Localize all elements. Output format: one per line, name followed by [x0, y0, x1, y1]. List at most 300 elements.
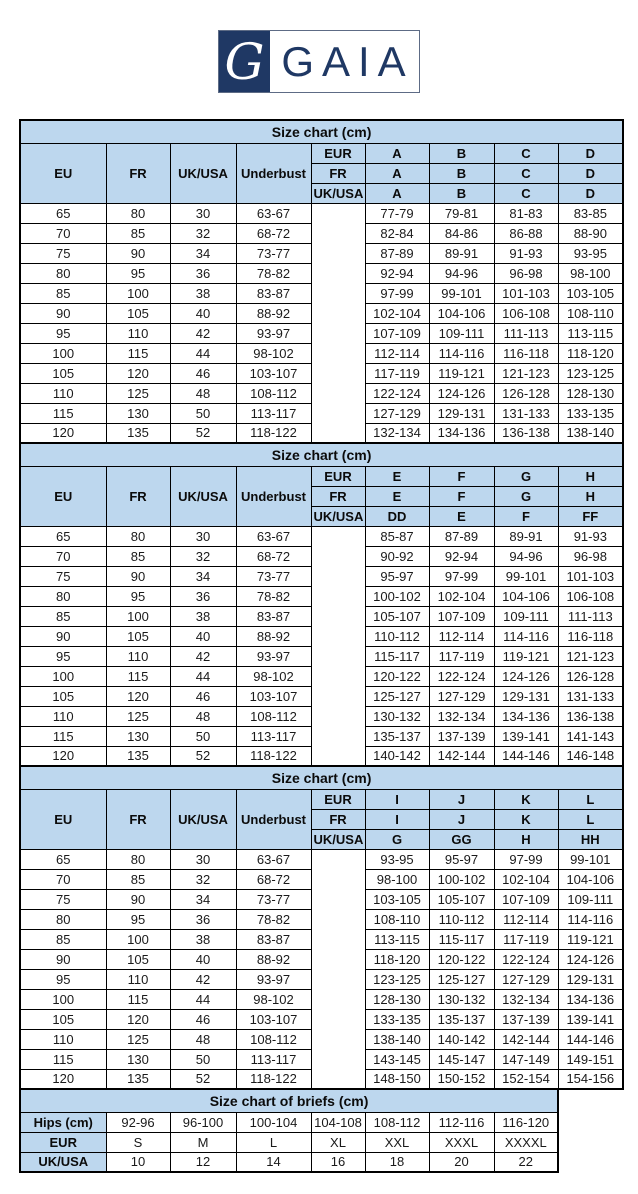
table-row: [20, 323, 623, 343]
table-cell: 70: [20, 546, 106, 566]
table-cell: 137-139: [429, 726, 494, 746]
table-cell: 116-118: [558, 626, 623, 646]
table-cell: 100: [20, 666, 106, 686]
table-cell: 96-98: [558, 546, 623, 566]
table-cell: 40: [170, 949, 236, 969]
table-cell: [311, 686, 365, 706]
table-cell: 132-134: [365, 423, 429, 443]
header-row-eur: [20, 143, 623, 163]
table-cell: 93-97: [236, 969, 311, 989]
cup-header: DD: [365, 506, 429, 526]
table-body: [20, 526, 623, 766]
table-cell: 63-67: [236, 203, 311, 223]
table-cell: 50: [170, 1049, 236, 1069]
cup-system-label: UK/USA: [311, 183, 365, 203]
table-cell: [311, 343, 365, 363]
table-cell: 100: [106, 283, 170, 303]
table-cell: 108-112: [236, 706, 311, 726]
brand-name: GAIA: [281, 37, 414, 85]
table-cell: 146-148: [558, 746, 623, 766]
table-cell: 100: [20, 989, 106, 1009]
table-cell: [311, 243, 365, 263]
table-cell: 92-94: [429, 546, 494, 566]
table-cell: [311, 666, 365, 686]
table-cell: 142-144: [429, 746, 494, 766]
table-cell: 101-103: [494, 283, 558, 303]
table-cell: 80: [20, 263, 106, 283]
table-cell: 38: [170, 929, 236, 949]
table-cell: 10: [106, 1152, 170, 1172]
table-cell: 148-150: [365, 1069, 429, 1089]
table-body: [20, 203, 623, 443]
table-cell: 110: [20, 706, 106, 726]
table-cell: 108-110: [558, 303, 623, 323]
table-cell: 122-124: [365, 383, 429, 403]
table-cell: 30: [170, 203, 236, 223]
table-cell: 89-91: [494, 526, 558, 546]
table-cell: 115: [20, 1049, 106, 1069]
table-cell: 97-99: [494, 849, 558, 869]
table-cell: 95-97: [365, 566, 429, 586]
table-cell: [311, 1029, 365, 1049]
table-cell: 110-112: [365, 626, 429, 646]
table-cell: 118-122: [236, 746, 311, 766]
table-cell: 68-72: [236, 869, 311, 889]
table-cell: 110: [106, 323, 170, 343]
header-row-eur: [20, 466, 623, 486]
table-row: [20, 403, 623, 423]
table-cell: 12: [170, 1152, 236, 1172]
table-cell: 90: [106, 566, 170, 586]
table-cell: [311, 383, 365, 403]
col-header-eu: EU: [20, 143, 106, 203]
cup-header: G: [494, 466, 558, 486]
table-row: [20, 263, 623, 283]
table-cell: 112-114: [494, 909, 558, 929]
col-header-fr: FR: [106, 789, 170, 849]
table-title-row: [20, 120, 623, 143]
cup-header: B: [429, 143, 494, 163]
table-cell: 130-132: [429, 989, 494, 1009]
table-cell: 114-116: [494, 626, 558, 646]
table-cell: 93-95: [365, 849, 429, 869]
table-cell: 95: [20, 323, 106, 343]
table-row: [20, 1069, 623, 1089]
cup-header: D: [558, 163, 623, 183]
table-cell: 98-102: [236, 989, 311, 1009]
table-cell: 65: [20, 849, 106, 869]
table-cell: 128-130: [365, 989, 429, 1009]
table-row: [20, 1009, 623, 1029]
cup-header: G: [494, 486, 558, 506]
table-cell: 123-125: [558, 363, 623, 383]
table-cell: 149-151: [558, 1049, 623, 1069]
table-cell: 99-101: [429, 283, 494, 303]
table-cell: 85: [106, 546, 170, 566]
cup-header: C: [494, 163, 558, 183]
table-cell: 70: [20, 223, 106, 243]
table-cell: 102-104: [365, 303, 429, 323]
cup-header: E: [429, 506, 494, 526]
table-cell: 83-87: [236, 929, 311, 949]
table-cell: 40: [170, 303, 236, 323]
table-cell: 87-89: [365, 243, 429, 263]
table-row: [20, 929, 623, 949]
table-cell: 93-97: [236, 646, 311, 666]
cup-system-label: UK/USA: [311, 829, 365, 849]
table-cell: 48: [170, 706, 236, 726]
table-row: [20, 586, 623, 606]
table-cell: 102-104: [494, 869, 558, 889]
table-cell: 106-108: [494, 303, 558, 323]
table-cell: 115: [106, 666, 170, 686]
cup-system-label: EUR: [311, 466, 365, 486]
table-cell: [311, 223, 365, 243]
table-cell: 91-93: [558, 526, 623, 546]
table-row: [20, 343, 623, 363]
table-cell: 36: [170, 586, 236, 606]
table-cell: 136-138: [494, 423, 558, 443]
table-cell: 131-133: [558, 686, 623, 706]
table-cell: 73-77: [236, 566, 311, 586]
table-cell: 100: [20, 343, 106, 363]
table-cell: [311, 403, 365, 423]
table-cell: 143-145: [365, 1049, 429, 1069]
table-cell: 135: [106, 746, 170, 766]
cup-header: F: [494, 506, 558, 526]
col-header-underbust: Underbust: [236, 466, 311, 526]
cup-header: H: [558, 466, 623, 486]
table-cell: 109-111: [429, 323, 494, 343]
table-cell: 98-100: [558, 263, 623, 283]
table-cell: 108-110: [365, 909, 429, 929]
table-cell: 32: [170, 869, 236, 889]
col-header-ukusa: UK/USA: [170, 143, 236, 203]
table-cell: 122-124: [494, 949, 558, 969]
table-cell: 119-121: [429, 363, 494, 383]
table-cell: 52: [170, 423, 236, 443]
col-header-underbust: Underbust: [236, 143, 311, 203]
table-cell: 80: [106, 526, 170, 546]
table-row: [20, 1029, 623, 1049]
table-cell: 107-109: [365, 323, 429, 343]
table-cell: [311, 303, 365, 323]
table-cell: [311, 706, 365, 726]
cup-header: D: [558, 183, 623, 203]
table-cell: 100: [106, 929, 170, 949]
table-row: [20, 383, 623, 403]
table-cell: 120: [106, 686, 170, 706]
table-cell: 110: [20, 1029, 106, 1049]
table-cell: 128-130: [558, 383, 623, 403]
table-cell: [311, 203, 365, 223]
table-cell: 34: [170, 566, 236, 586]
table-cell: XXXXL: [494, 1132, 558, 1152]
table-cell: 129-131: [494, 686, 558, 706]
table-cell: 134-136: [558, 989, 623, 1009]
cup-header: F: [429, 466, 494, 486]
table-cell: 120: [20, 1069, 106, 1089]
table-cell: 44: [170, 666, 236, 686]
table-cell: 78-82: [236, 909, 311, 929]
table-cell: 94-96: [429, 263, 494, 283]
table-cell: 121-123: [558, 646, 623, 666]
table-row: [20, 646, 623, 666]
table-cell: 96-100: [170, 1112, 236, 1132]
table-row: [20, 546, 623, 566]
table-cell: 100-102: [429, 869, 494, 889]
table-cell: 83-87: [236, 283, 311, 303]
table-cell: 34: [170, 889, 236, 909]
table-cell: 122-124: [429, 666, 494, 686]
table-row: [20, 706, 623, 726]
col-header-eu: EU: [20, 466, 106, 526]
table-cell: 52: [170, 746, 236, 766]
table-cell: 106-108: [558, 586, 623, 606]
table-cell: 70: [20, 869, 106, 889]
table-cell: 46: [170, 686, 236, 706]
table-cell: 135: [106, 423, 170, 443]
table-cell: 115: [106, 343, 170, 363]
table-cell: [311, 546, 365, 566]
table-cell: 95: [106, 586, 170, 606]
table-cell: [311, 363, 365, 383]
size-chart-table-e-h: [19, 442, 624, 767]
table-cell: 48: [170, 383, 236, 403]
table-cell: 52: [170, 1069, 236, 1089]
cup-header: L: [558, 809, 623, 829]
cup-header: B: [429, 163, 494, 183]
table-cell: 95: [106, 909, 170, 929]
table-cell: 110: [20, 383, 106, 403]
table-cell: [311, 849, 365, 869]
cup-header: K: [494, 809, 558, 829]
table-cell: 77-79: [365, 203, 429, 223]
size-chart-table-i-l: [19, 765, 624, 1090]
cup-header: C: [494, 183, 558, 203]
table-title-row: [20, 443, 623, 466]
cup-header: K: [494, 789, 558, 809]
table-cell: 105: [20, 1009, 106, 1029]
table-cell: 95-97: [429, 849, 494, 869]
table-cell: 100: [106, 606, 170, 626]
cup-header: A: [365, 143, 429, 163]
table-cell: 85: [20, 283, 106, 303]
table-cell: 104-106: [429, 303, 494, 323]
cup-header: A: [365, 183, 429, 203]
table-cell: 124-126: [558, 949, 623, 969]
table-cell: 105: [20, 363, 106, 383]
table-cell: 68-72: [236, 223, 311, 243]
table-cell: [311, 283, 365, 303]
table-cell: 113-115: [558, 323, 623, 343]
table-cell: 99-101: [558, 849, 623, 869]
table-cell: 136-138: [558, 706, 623, 726]
table-row: [20, 726, 623, 746]
table-cell: 121-123: [494, 363, 558, 383]
col-header-ukusa: UK/USA: [170, 466, 236, 526]
table-cell: 120: [20, 423, 106, 443]
table-cell: 142-144: [494, 1029, 558, 1049]
table-cell: 116-120: [494, 1112, 558, 1132]
table-cell: 117-119: [429, 646, 494, 666]
table-row: [20, 283, 623, 303]
cup-header: J: [429, 789, 494, 809]
table-cell: 141-143: [558, 726, 623, 746]
table-cell: [311, 263, 365, 283]
table-cell: 46: [170, 363, 236, 383]
table-cell: 38: [170, 606, 236, 626]
table-cell: 114-116: [558, 909, 623, 929]
table-cell: 18: [365, 1152, 429, 1172]
table-cell: 87-89: [429, 526, 494, 546]
cup-system-label: FR: [311, 809, 365, 829]
table-cell: 78-82: [236, 263, 311, 283]
table-cell: 104-108: [311, 1112, 365, 1132]
table-cell: 82-84: [365, 223, 429, 243]
table-cell: 124-126: [429, 383, 494, 403]
table-title: Size chart (cm): [20, 443, 623, 466]
table-cell: 88-90: [558, 223, 623, 243]
table-cell: 152-154: [494, 1069, 558, 1089]
table-cell: [311, 746, 365, 766]
table-cell: 90: [20, 626, 106, 646]
table-cell: 103-107: [236, 686, 311, 706]
table-cell: 14: [236, 1152, 311, 1172]
table-cell: 107-109: [494, 889, 558, 909]
table-row: [20, 1132, 558, 1152]
table-cell: 79-81: [429, 203, 494, 223]
table-row: [20, 869, 623, 889]
table-cell: 105: [106, 303, 170, 323]
table-cell: [311, 929, 365, 949]
briefs-table-title: Size chart of briefs (cm): [20, 1089, 558, 1112]
table-title: Size chart (cm): [20, 120, 623, 143]
table-row: [20, 686, 623, 706]
table-cell: 132-134: [429, 706, 494, 726]
table-cell: 86-88: [494, 223, 558, 243]
table-cell: 92-94: [365, 263, 429, 283]
table-cell: 99-101: [494, 566, 558, 586]
table-cell: 120-122: [365, 666, 429, 686]
table-cell: 97-99: [365, 283, 429, 303]
table-cell: 93-97: [236, 323, 311, 343]
table-cell: 90: [106, 889, 170, 909]
table-cell: 110: [106, 969, 170, 989]
table-row: [20, 626, 623, 646]
table-cell: 113-115: [365, 929, 429, 949]
table-cell: 126-128: [558, 666, 623, 686]
table-cell: 132-134: [494, 989, 558, 1009]
table-cell: 102-104: [429, 586, 494, 606]
table-cell: 145-147: [429, 1049, 494, 1069]
table-row: [20, 606, 623, 626]
table-cell: 124-126: [494, 666, 558, 686]
table-cell: 120: [106, 363, 170, 383]
table-cell: 115-117: [429, 929, 494, 949]
table-body: [20, 1112, 558, 1172]
table-cell: [311, 949, 365, 969]
table-cell: 16: [311, 1152, 365, 1172]
table-cell: 113-117: [236, 726, 311, 746]
table-cell: 129-131: [558, 969, 623, 989]
table-cell: 111-113: [558, 606, 623, 626]
table-cell: 114-116: [429, 343, 494, 363]
table-cell: 125: [106, 1029, 170, 1049]
table-cell: Hips (cm): [20, 1112, 106, 1132]
table-row: [20, 989, 623, 1009]
table-cell: [311, 1009, 365, 1029]
table-cell: 118-122: [236, 1069, 311, 1089]
table-cell: 90: [20, 949, 106, 969]
table-cell: 20: [429, 1152, 494, 1172]
table-cell: [311, 1069, 365, 1089]
table-cell: [311, 909, 365, 929]
table-cell: 75: [20, 243, 106, 263]
table-cell: 108-112: [236, 1029, 311, 1049]
table-cell: 100-104: [236, 1112, 311, 1132]
table-cell: [311, 869, 365, 889]
table-cell: 91-93: [494, 243, 558, 263]
table-cell: 85-87: [365, 526, 429, 546]
table-row: [20, 746, 623, 766]
table-cell: EUR: [20, 1132, 106, 1152]
table-cell: 85: [20, 606, 106, 626]
table-cell: 107-109: [429, 606, 494, 626]
table-cell: 131-133: [494, 403, 558, 423]
logo: [0, 0, 638, 93]
table-cell: [311, 726, 365, 746]
table-cell: 50: [170, 403, 236, 423]
table-cell: 130-132: [365, 706, 429, 726]
table-cell: 137-139: [494, 1009, 558, 1029]
table-cell: 103-107: [236, 1009, 311, 1029]
table-row: [20, 849, 623, 869]
table-cell: [311, 606, 365, 626]
table-row: [20, 363, 623, 383]
table-cell: 98-100: [365, 869, 429, 889]
table-cell: 120: [20, 746, 106, 766]
cup-system-label: FR: [311, 486, 365, 506]
table-cell: 120: [106, 1009, 170, 1029]
table-cell: 85: [106, 223, 170, 243]
table-cell: 150-152: [429, 1069, 494, 1089]
table-cell: [311, 423, 365, 443]
cup-header: E: [365, 466, 429, 486]
table-cell: 116-118: [494, 343, 558, 363]
cup-header: H: [494, 829, 558, 849]
table-cell: 30: [170, 849, 236, 869]
col-header-fr: FR: [106, 143, 170, 203]
table-cell: 103-107: [236, 363, 311, 383]
table-cell: 32: [170, 546, 236, 566]
cup-header: J: [429, 809, 494, 829]
table-body: [20, 849, 623, 1089]
table-cell: 81-83: [494, 203, 558, 223]
table-cell: [311, 989, 365, 1009]
cup-header: C: [494, 143, 558, 163]
table-cell: 108-112: [365, 1112, 429, 1132]
table-cell: S: [106, 1132, 170, 1152]
table-cell: 119-121: [558, 929, 623, 949]
table-cell: XXXL: [429, 1132, 494, 1152]
table-cell: 115: [106, 989, 170, 1009]
table-cell: 98-102: [236, 666, 311, 686]
table-cell: 118-120: [365, 949, 429, 969]
cup-header: F: [429, 486, 494, 506]
cup-header: B: [429, 183, 494, 203]
table-cell: 115-117: [365, 646, 429, 666]
